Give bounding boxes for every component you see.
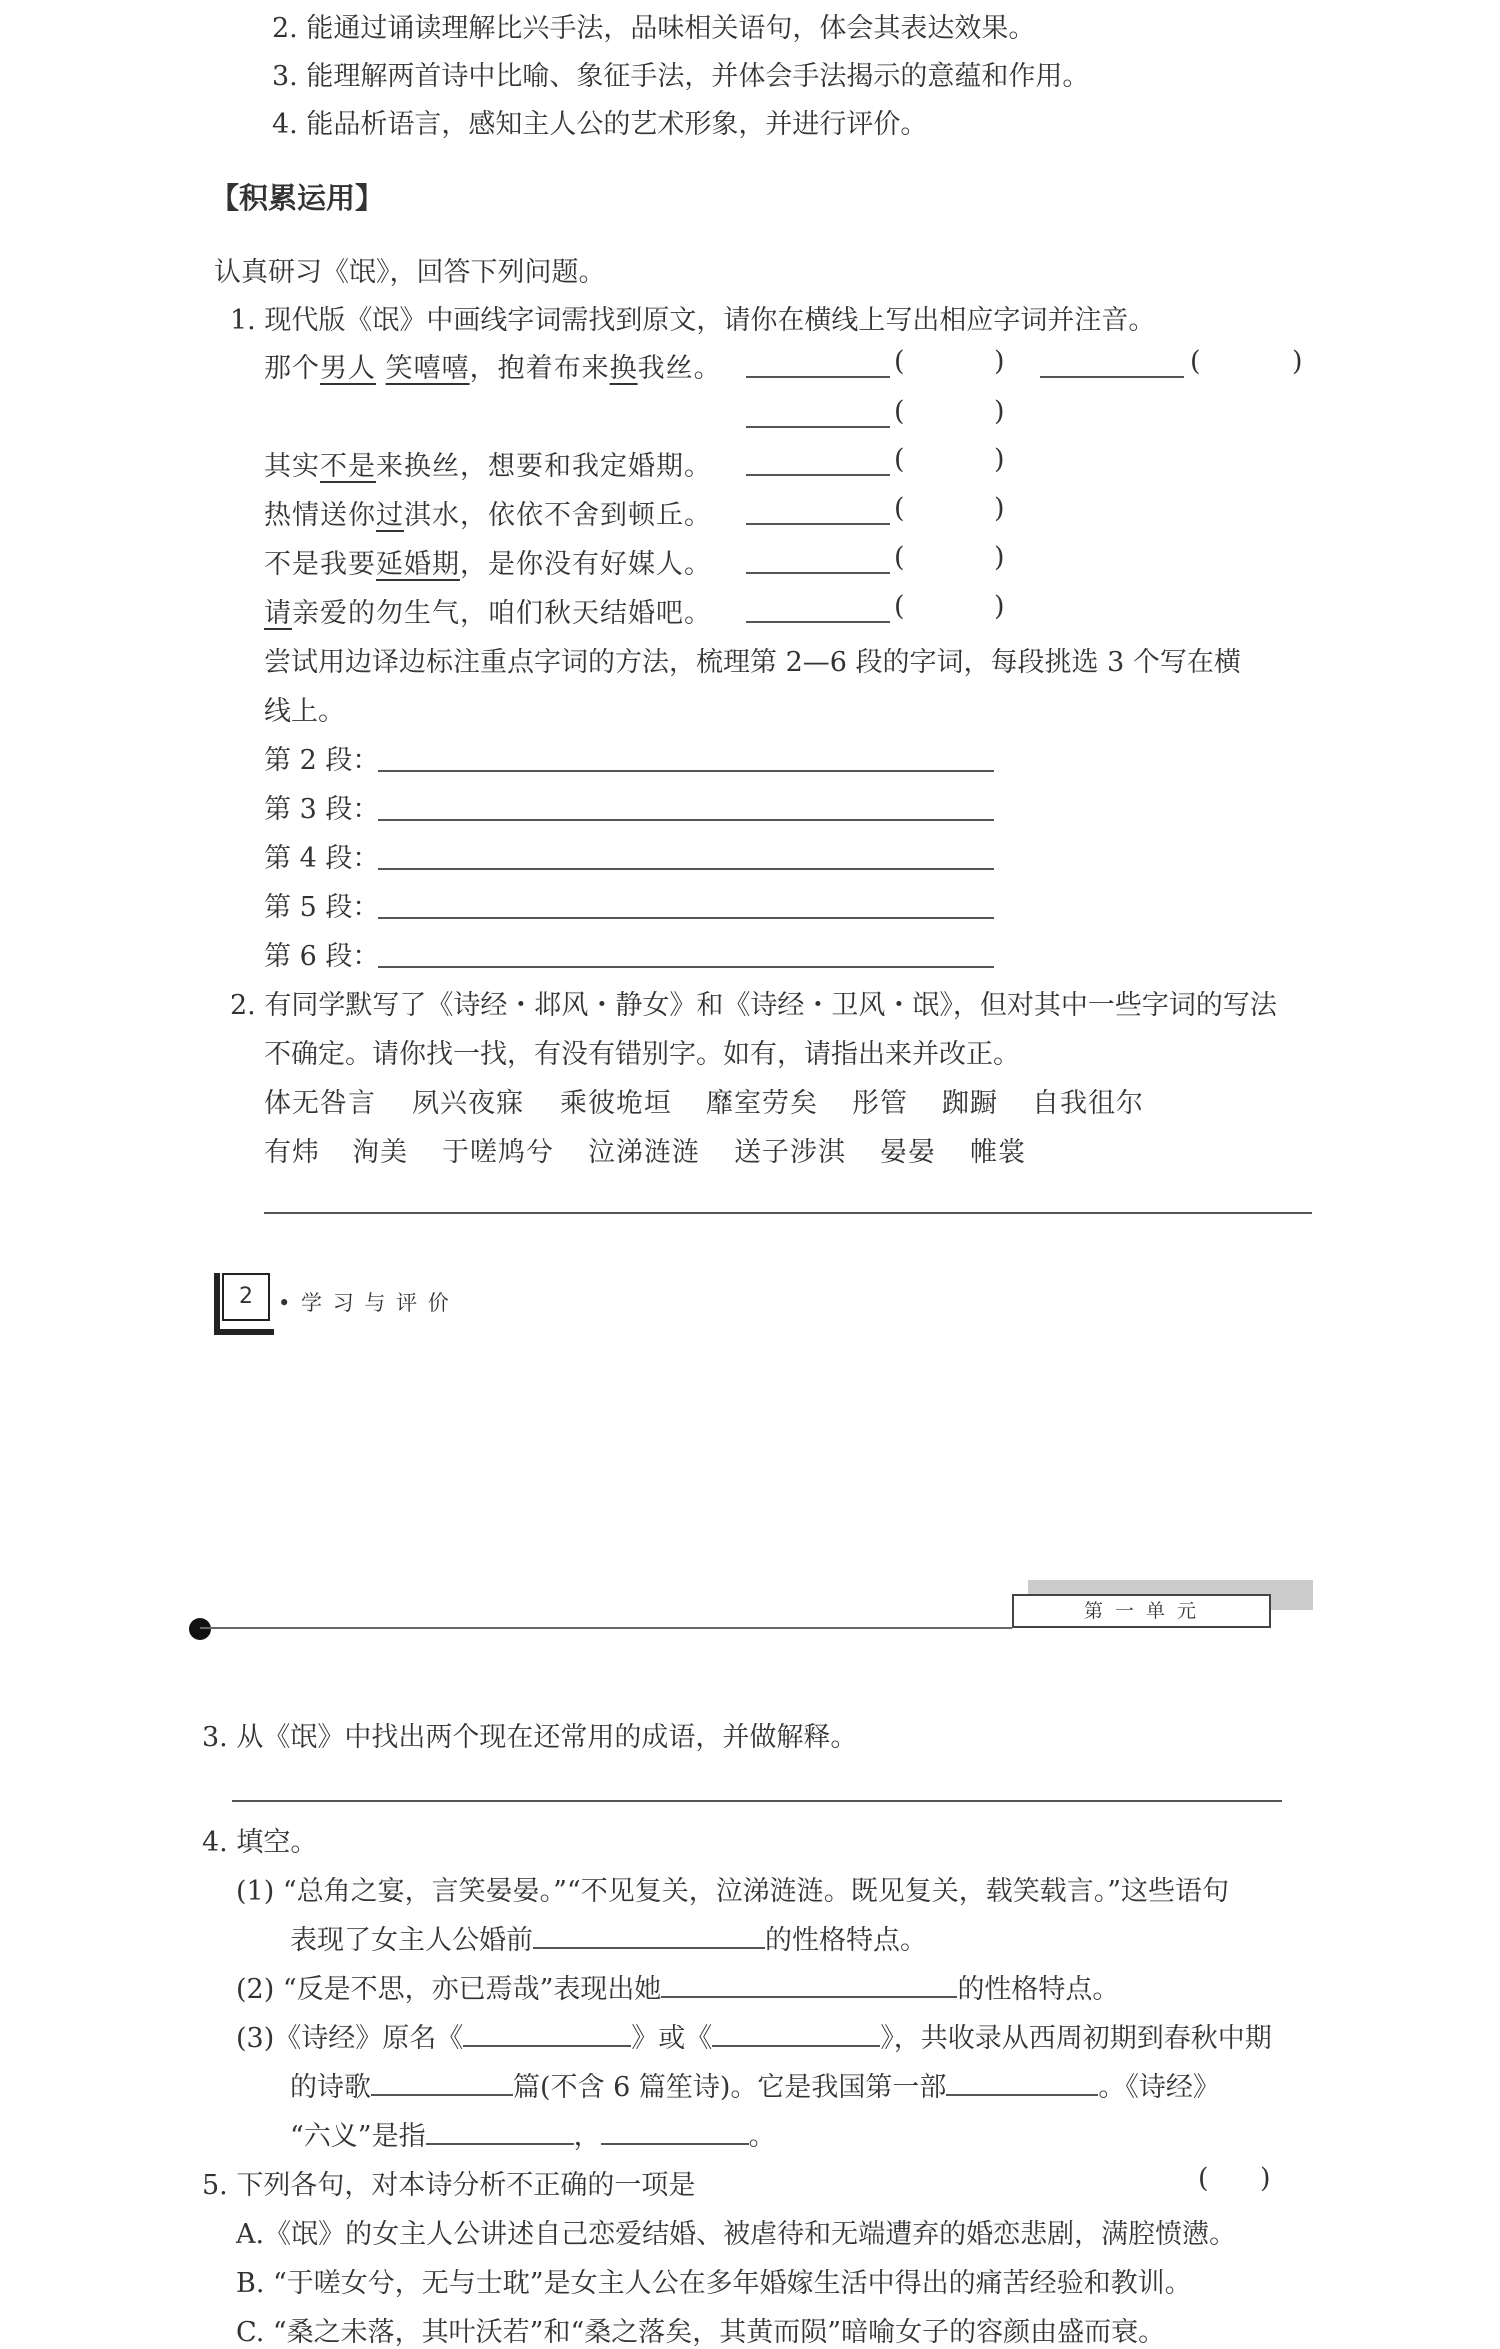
- fill-blank[interactable]: [946, 2068, 1098, 2096]
- objective-4: 4. 能品析语言，感知主人公的艺术形象，并进行评价。: [272, 109, 928, 140]
- intro: 认真研习《氓》，回答下列问题。: [214, 257, 606, 288]
- fill-blank[interactable]: [426, 2117, 574, 2145]
- paren-left: (: [894, 444, 905, 475]
- answer-blank[interactable]: [746, 523, 890, 525]
- q1-line-5: 请亲爱的勿生气，咱们秋天结婚吧。: [264, 598, 712, 629]
- answer-line[interactable]: [378, 868, 994, 870]
- fill-blank[interactable]: [712, 2019, 880, 2047]
- word-item: 靡室劳矣: [706, 1088, 818, 1119]
- answer-line[interactable]: [378, 917, 994, 919]
- q2-title: 2. 有同学默写了《诗经・邶风・静女》和《诗经・卫风・氓》，但对其中一些字词的写法: [230, 990, 1277, 1021]
- paren-left: (: [894, 542, 905, 573]
- word-item: 泣涕涟涟: [588, 1137, 700, 1168]
- word-item: 自我徂尔: [1032, 1088, 1144, 1119]
- paren-left: (: [1190, 346, 1201, 377]
- paren-right: ): [994, 591, 1005, 622]
- objective-2: 2. 能通过诵读理解比兴手法，品味相关语句，体会其表达效果。: [272, 13, 1036, 44]
- answer-blank[interactable]: [746, 376, 890, 378]
- paren-right: ): [994, 542, 1005, 573]
- answer-line[interactable]: [378, 770, 994, 772]
- answer-bracket[interactable]: ( ): [1198, 2163, 1271, 2194]
- q1-instruction-cont: 线上。: [264, 696, 345, 727]
- paren-right: ): [994, 396, 1005, 427]
- paren-left: (: [894, 493, 905, 524]
- fill-blank[interactable]: [661, 1970, 957, 1998]
- q5-title: 5. 下列各句，对本诗分析不正确的一项是: [202, 2170, 696, 2201]
- book-title: • 学 习 与 评 价: [278, 1291, 451, 1315]
- paren-right: ): [1292, 346, 1303, 377]
- paragraph-label: 第 6 段：: [264, 941, 380, 972]
- fill-blank[interactable]: [601, 2117, 749, 2145]
- q1-line-3: 热情送你过淇水，依依不舍到顿丘。: [264, 500, 712, 531]
- q4-title: 4. 填空。: [202, 1827, 318, 1858]
- q1-instruction: 尝试用边译边标注重点字词的方法，梳理第 2—6 段的字词，每段挑选 3 个写在横: [264, 647, 1241, 678]
- paren-left: (: [894, 396, 905, 427]
- word-item: 彤管: [852, 1088, 908, 1119]
- paragraph-label: 第 5 段：: [264, 892, 380, 923]
- answer-blank[interactable]: [746, 426, 890, 428]
- answer-line[interactable]: [378, 966, 994, 968]
- answer-blank[interactable]: [746, 474, 890, 476]
- q3-title: 3. 从《氓》中找出两个现在还常用的成语，并做解释。: [202, 1722, 858, 1753]
- paren-right: ): [994, 346, 1005, 377]
- fill-blank[interactable]: [533, 1921, 765, 1949]
- unit-header: 第 一 单 元: [1012, 1594, 1271, 1628]
- answer-line[interactable]: [264, 1212, 1312, 1214]
- option-a[interactable]: A.《氓》的女主人公讲述自己恋爱结婚、被虐待和无端遭弃的婚恋悲剧，满腔愤懑。: [236, 2219, 1237, 2250]
- word-item: 踟蹰: [942, 1088, 998, 1119]
- q4-part-3-end: “六义”是指 ， 。: [290, 2114, 776, 2153]
- word-item: 送子涉淇: [734, 1137, 846, 1168]
- fill-blank[interactable]: [371, 2068, 513, 2096]
- objective-3: 3. 能理解两首诗中比喻、象征手法，并体会手法揭示的意蕴和作用。: [272, 61, 1090, 92]
- answer-blank[interactable]: [746, 572, 890, 574]
- fill-blank[interactable]: [463, 2019, 631, 2047]
- word-item: 洵美: [352, 1137, 408, 1168]
- paragraph-label: 第 3 段：: [264, 794, 380, 825]
- q1-title: 1. 现代版《氓》中画线字词需找到原文，请你在横线上写出相应字词并注音。: [230, 305, 1156, 336]
- answer-blank[interactable]: [1040, 376, 1184, 378]
- answer-line[interactable]: [378, 819, 994, 821]
- q4-part-2: (2) “反是不思，亦已焉哉”表现出她 的性格特点。: [236, 1967, 1119, 2006]
- paragraph-label: 第 2 段：: [264, 745, 380, 776]
- word-item: 有炜: [264, 1137, 320, 1168]
- option-b[interactable]: B. “于嗟女兮，无与士耽”是女主人公在多年婚嫁生活中得出的痛苦经验和教训。: [236, 2268, 1192, 2299]
- q1-line-1: 那个男人 笑嘻嘻，抱着布来换我丝。: [264, 353, 722, 384]
- q4-part-1-cont: 表现了女主人公婚前 的性格特点。: [290, 1918, 927, 1957]
- paren-right: ): [994, 444, 1005, 475]
- q1-line-4: 不是我要延婚期，是你没有好媒人。: [264, 549, 712, 580]
- word-item: 于嗟鸠兮: [442, 1137, 554, 1168]
- paragraph-label: 第 4 段：: [264, 843, 380, 874]
- answer-blank[interactable]: [746, 621, 890, 623]
- word-item: 乘彼垝垣: [560, 1088, 672, 1119]
- paren-right: ): [994, 493, 1005, 524]
- word-item: 夙兴夜寐: [412, 1088, 524, 1119]
- word-item: 晏晏: [880, 1137, 936, 1168]
- word-item: 体无咎言: [264, 1088, 376, 1119]
- answer-line[interactable]: [232, 1800, 1282, 1802]
- section-title: 【积累运用】: [210, 181, 385, 215]
- word-item: 帷裳: [970, 1137, 1026, 1168]
- header-rule: [200, 1627, 1012, 1629]
- paren-left: (: [894, 346, 905, 377]
- q4-part-1: (1) “总角之宴，言笑晏晏。”“不见复关，泣涕涟涟。既见复关，载笑载言。”这些语句: [236, 1876, 1230, 1907]
- q4-part-3-cont: 的诗歌 篇(不含 6 篇笙诗)。它是我国第一部 。《诗经》: [290, 2065, 1220, 2104]
- page-number: 2: [222, 1273, 270, 1321]
- q1-line-2: 其实不是来换丝，想要和我定婚期。: [264, 451, 712, 482]
- q2-title-cont: 不确定。请你找一找，有没有错别字。如有，请指出来并改正。: [264, 1039, 1020, 1070]
- option-c[interactable]: C. “桑之未落，其叶沃若”和“桑之落矣，其黄而陨”暗喻女子的容颜由盛而衰。: [236, 2317, 1166, 2348]
- q4-part-3: (3)《诗经》原名《 》或《 》，共收录从西周初期到春秋中期: [236, 2016, 1272, 2055]
- paren-left: (: [894, 591, 905, 622]
- page-number-box: [214, 1273, 274, 1335]
- bullet-dot-icon: [189, 1618, 211, 1640]
